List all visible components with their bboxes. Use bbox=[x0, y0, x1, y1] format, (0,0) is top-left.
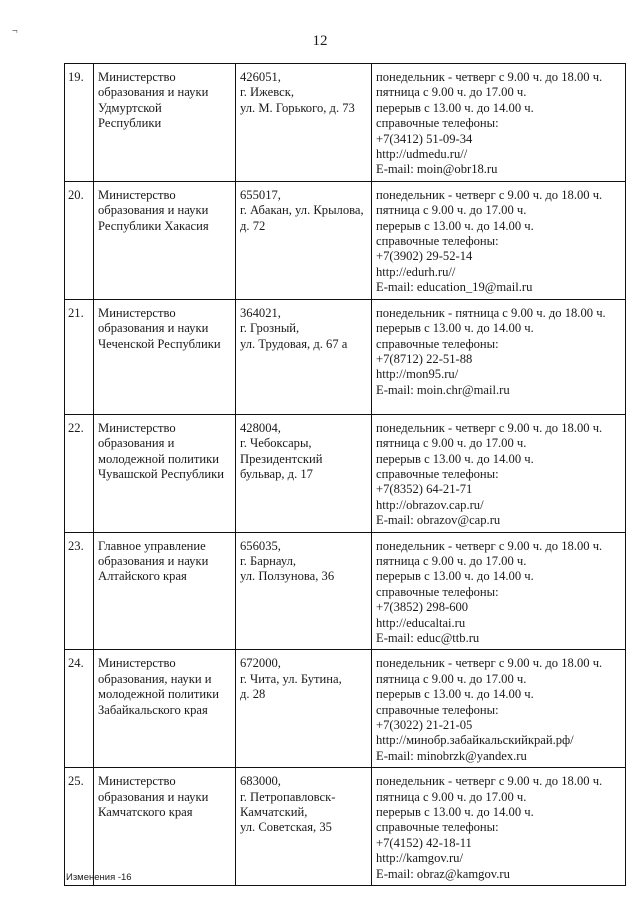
info-line: пятница с 9.00 ч. до 17.00 ч. bbox=[376, 203, 527, 218]
info-line: http://kamgov.ru/ bbox=[376, 851, 463, 866]
addr-line: Президентский bbox=[240, 451, 323, 466]
info-line: понедельник - четверг с 9.00 ч. до 18.00 ч. bbox=[376, 420, 603, 435]
org-line: Министерство bbox=[98, 70, 176, 84]
org-line: образования и bbox=[98, 436, 175, 451]
org-line: молодежной политики bbox=[98, 451, 219, 466]
org-line: Республики bbox=[98, 116, 162, 131]
info-line: понедельник - четверг с 9.00 ч. до 18.00 ч. bbox=[376, 70, 603, 84]
addr-line: г. Чита, ул. Бутина, bbox=[240, 671, 342, 686]
table-row bbox=[65, 650, 626, 768]
addr-line: ул. Советская, 35 bbox=[240, 820, 332, 835]
schedule-contacts-cell bbox=[372, 650, 626, 768]
info-line: пятница с 9.00 ч. до 17.00 ч. bbox=[376, 789, 527, 804]
info-line: справочные телефоны: bbox=[376, 336, 499, 351]
info-line: http://educaltai.ru bbox=[376, 615, 466, 630]
info-line: перерыв с 13.00 ч. до 14.00 ч. bbox=[376, 321, 534, 336]
org-line: Министерство bbox=[98, 305, 176, 320]
addr-line: 683000, bbox=[240, 774, 281, 789]
organization-cell bbox=[94, 414, 236, 532]
info-line: http://mon95.ru/ bbox=[376, 367, 459, 382]
addr-line: 426051, bbox=[240, 70, 281, 84]
row-number: 24. bbox=[65, 650, 94, 768]
schedule-contacts-cell bbox=[372, 414, 626, 532]
table-row bbox=[65, 64, 626, 182]
org-line: образования и науки bbox=[98, 789, 209, 804]
info-line: E-mail: minobrzk@yandex.ru bbox=[376, 748, 527, 763]
info-line: http://минобр.забайкальскийкрай.рф/ bbox=[376, 733, 574, 748]
table-row bbox=[65, 414, 626, 532]
info-line: пятница с 9.00 ч. до 17.00 ч. bbox=[376, 436, 527, 451]
schedule-contacts-cell bbox=[372, 768, 626, 886]
org-line: Забайкальского края bbox=[98, 702, 208, 717]
info-line: понедельник - четверг с 9.00 ч. до 18.00 ч. bbox=[376, 187, 603, 202]
org-line: Удмуртской bbox=[98, 100, 162, 115]
info-line: +7(4152) 42-18-11 bbox=[376, 835, 472, 850]
info-line: справочные телефоны: bbox=[376, 820, 499, 835]
info-line: понедельник - четверг с 9.00 ч. до 18.00 ч. bbox=[376, 774, 603, 789]
org-line: образования и науки bbox=[98, 321, 209, 336]
info-line: http://udmedu.ru// bbox=[376, 147, 468, 162]
info-line: понедельник - пятница с 9.00 ч. до 18.00 ч. bbox=[376, 305, 606, 320]
addr-line: ул. Трудовая, д. 67 а bbox=[240, 336, 348, 351]
addr-line: д. 28 bbox=[240, 687, 266, 702]
address-cell bbox=[236, 299, 372, 414]
info-line: E-mail: moin.chr@mail.ru bbox=[376, 382, 510, 397]
organization-cell bbox=[94, 768, 236, 886]
addr-line: д. 72 bbox=[240, 218, 266, 233]
info-line: справочные телефоны: bbox=[376, 466, 499, 481]
schedule-contacts-cell bbox=[372, 181, 626, 299]
table-row bbox=[65, 768, 626, 886]
address-cell bbox=[236, 650, 372, 768]
address-cell bbox=[236, 414, 372, 532]
addr-line: ул. М. Горького, д. 73 bbox=[240, 100, 355, 115]
addr-line: г. Барнаул, bbox=[240, 553, 297, 568]
addr-line: г. Петропавловск- bbox=[240, 789, 336, 804]
info-line: E-mail: obraz@kamgov.ru bbox=[376, 866, 510, 881]
row-number: 20. bbox=[65, 181, 94, 299]
row-number: 22. bbox=[65, 414, 94, 532]
org-line: образования и науки bbox=[98, 85, 209, 100]
addr-line: г. Ижевск, bbox=[240, 85, 294, 100]
addr-line: Камчатский, bbox=[240, 805, 308, 820]
addr-line: ул. Ползунова, 36 bbox=[240, 569, 335, 584]
addr-line: 428004, bbox=[240, 420, 281, 435]
org-line: Главное управление bbox=[98, 538, 206, 553]
org-line: образования, науки и bbox=[98, 671, 212, 686]
schedule-contacts-cell bbox=[372, 64, 626, 182]
address-cell bbox=[236, 532, 372, 650]
footer-note: Изменения -16 bbox=[66, 872, 132, 883]
org-line: образования и науки bbox=[98, 553, 209, 568]
org-line: Министерство bbox=[98, 656, 176, 671]
organization-cell bbox=[94, 181, 236, 299]
address-cell bbox=[236, 64, 372, 182]
info-line: +7(3902) 29-52-14 bbox=[376, 249, 473, 264]
info-line: перерыв с 13.00 ч. до 14.00 ч. bbox=[376, 218, 534, 233]
table-row bbox=[65, 532, 626, 650]
organization-cell bbox=[94, 299, 236, 414]
info-line: +7(8352) 64-21-71 bbox=[376, 482, 473, 497]
organization-cell bbox=[94, 64, 236, 182]
info-line: пятница с 9.00 ч. до 17.00 ч. bbox=[376, 553, 527, 568]
info-line: понедельник - четверг с 9.00 ч. до 18.00 ч. bbox=[376, 656, 603, 671]
addr-line: г. Грозный, bbox=[240, 321, 300, 336]
info-line: справочные телефоны: bbox=[376, 234, 499, 249]
schedule-contacts-cell bbox=[372, 532, 626, 650]
addr-line: 672000, bbox=[240, 656, 281, 671]
info-line: справочные телефоны: bbox=[376, 584, 499, 599]
info-line: перерыв с 13.00 ч. до 14.00 ч. bbox=[376, 451, 534, 466]
org-line: образования и науки bbox=[98, 203, 209, 218]
addr-line: г. Чебоксары, bbox=[240, 436, 312, 451]
ministries-table bbox=[64, 63, 626, 886]
info-line: +7(3412) 51-09-34 bbox=[376, 131, 473, 146]
scan-corner-mark: ¬ bbox=[12, 26, 18, 37]
info-line: перерыв с 13.00 ч. до 14.00 ч. bbox=[376, 569, 534, 584]
schedule-contacts-cell bbox=[372, 299, 626, 414]
address-cell bbox=[236, 768, 372, 886]
info-line: пятница с 9.00 ч. до 17.00 ч. bbox=[376, 85, 527, 100]
info-line: справочные телефоны: bbox=[376, 116, 499, 131]
info-line: http://obrazov.cap.ru/ bbox=[376, 497, 484, 512]
info-line: +7(3022) 21-21-05 bbox=[376, 718, 473, 732]
table-row bbox=[65, 181, 626, 299]
addr-line: бульвар, д. 17 bbox=[240, 466, 313, 481]
row-number: 21. bbox=[65, 299, 94, 414]
info-line: понедельник - четверг с 9.00 ч. до 18.00 ч. bbox=[376, 538, 603, 553]
row-number: 19. bbox=[65, 64, 94, 182]
organization-cell bbox=[94, 532, 236, 650]
org-line: Республики Хакасия bbox=[98, 218, 209, 233]
info-line: E-mail: obrazov@cap.ru bbox=[376, 513, 501, 528]
info-line: +7(3852) 298-600 bbox=[376, 600, 469, 615]
org-line: Камчатского края bbox=[98, 805, 193, 820]
info-line: E-mail: education_19@mail.ru bbox=[376, 280, 533, 295]
addr-line: 656035, bbox=[240, 538, 281, 553]
info-line: E-mail: educ@ttb.ru bbox=[376, 630, 480, 645]
info-line: перерыв с 13.00 ч. до 14.00 ч. bbox=[376, 805, 534, 820]
info-line: http://edurh.ru// bbox=[376, 264, 456, 279]
info-line: перерыв с 13.00 ч. до 14.00 ч. bbox=[376, 100, 534, 115]
addr-line: 364021, bbox=[240, 305, 281, 320]
address-cell bbox=[236, 181, 372, 299]
organization-cell bbox=[94, 650, 236, 768]
page-number: 12 bbox=[312, 33, 328, 49]
table-row bbox=[65, 299, 626, 414]
org-line: Министерство bbox=[98, 774, 176, 789]
info-line: +7(8712) 22-51-88 bbox=[376, 351, 473, 366]
row-number: 23. bbox=[65, 532, 94, 650]
org-line: Чувашской Республики bbox=[98, 466, 224, 481]
table-body bbox=[65, 64, 626, 886]
addr-line: 655017, bbox=[240, 187, 281, 202]
org-line: Алтайского края bbox=[98, 569, 187, 584]
org-line: Министерство bbox=[98, 420, 176, 435]
org-line: молодежной политики bbox=[98, 687, 219, 702]
info-line: перерыв с 13.00 ч. до 14.00 ч. bbox=[376, 687, 534, 702]
org-line: Министерство bbox=[98, 187, 176, 202]
row-number: 25. bbox=[65, 768, 94, 886]
addr-line: г. Абакан, ул. Крылова, bbox=[240, 203, 364, 218]
info-line: E-mail: moin@obr18.ru bbox=[376, 162, 498, 177]
org-line: Чеченской Республики bbox=[98, 336, 221, 351]
info-line: пятница с 9.00 ч. до 17.00 ч. bbox=[376, 671, 527, 686]
info-line: справочные телефоны: bbox=[376, 702, 499, 717]
